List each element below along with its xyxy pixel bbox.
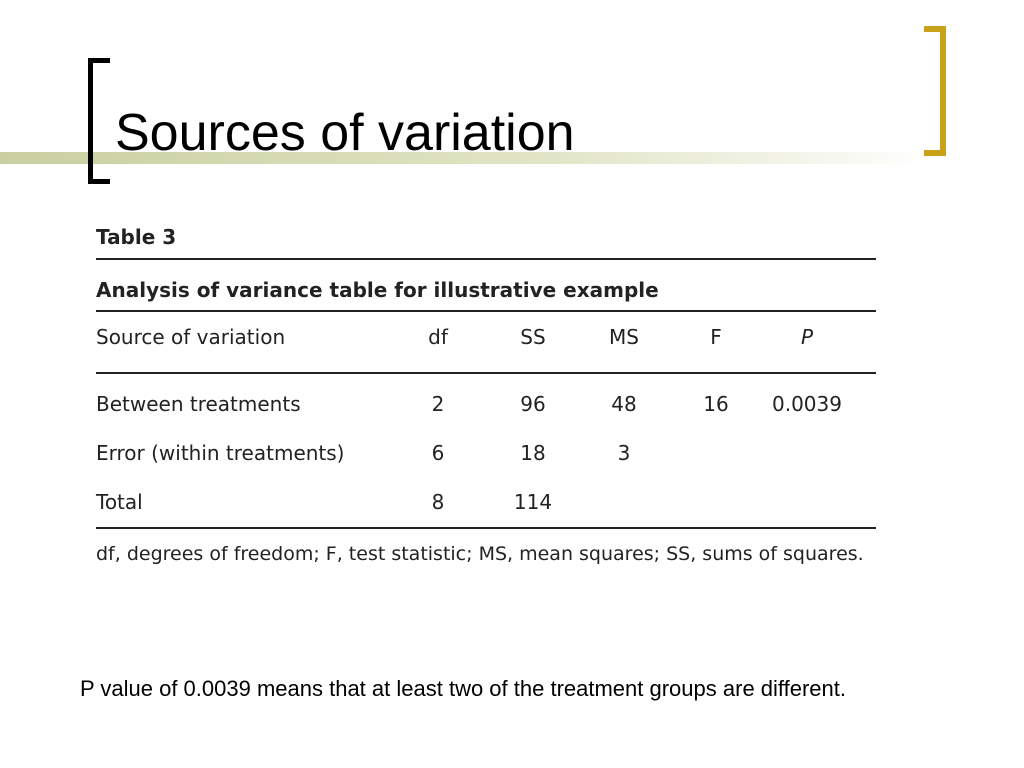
table-label: Table 3 [96,225,177,249]
header-df: df [428,325,448,349]
row-df: 8 [431,490,445,514]
table-row [96,380,876,429]
table-body [96,374,876,527]
row-p [764,478,850,527]
row-source: Error (within treatments) [96,441,345,465]
row-ms [596,478,652,527]
row-p: 0.0039 [772,392,842,416]
slide-title: Sources of variation [115,104,575,162]
row-ss: 18 [520,441,546,465]
table-header-row [96,312,876,372]
header-f: F [710,325,722,349]
row-source: Between treatments [96,392,301,416]
table-row [96,478,876,527]
row-p [764,429,850,478]
row-ms: 48 [611,392,637,416]
slide-caption: P value of 0.0039 means that at least two of the treatment groups are different. [80,676,846,701]
header-ss: SS [520,325,546,349]
row-source: Total [96,490,143,514]
row-f [700,478,732,527]
row-df: 6 [431,441,445,465]
table-row [96,429,876,478]
row-ss: 96 [520,392,546,416]
row-ss: 114 [513,490,553,514]
anova-table [96,224,876,569]
left-bracket-decoration [88,58,110,184]
table-caption-text: Analysis of variance table for illustrative example [96,278,659,302]
row-f: 16 [703,392,729,416]
header-source: Source of variation [96,325,286,349]
row-f [700,429,732,478]
row-ms: 3 [617,441,631,465]
table-footnote: df, degrees of freedom; F, test statistic; MS, mean squares; SS, sums of squares. [96,543,864,565]
header-p: P [800,325,814,349]
header-ms: MS [609,325,639,349]
row-df: 2 [431,392,445,416]
table-rule-bottom [96,527,876,529]
right-bracket-decoration [924,26,946,156]
